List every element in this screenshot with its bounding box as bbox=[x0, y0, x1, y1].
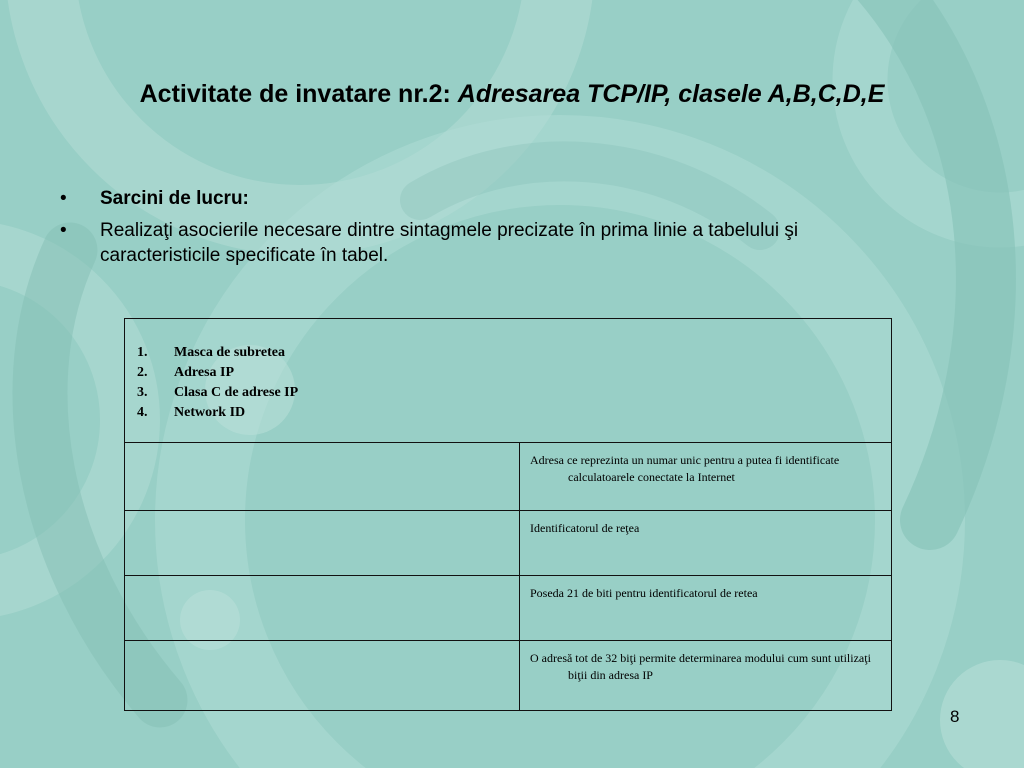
term-number: 2. bbox=[137, 365, 148, 380]
description-text: Identificatorul de reţea bbox=[530, 521, 640, 536]
description-cell bbox=[520, 641, 892, 711]
bullet-marker: • bbox=[60, 188, 67, 209]
term-number: 4. bbox=[137, 405, 148, 420]
bullet-marker: • bbox=[60, 220, 67, 241]
list-item bbox=[137, 383, 891, 403]
title-main: Adresarea TCP/IP, clasele A,B,C,D,E bbox=[457, 80, 885, 108]
term-number: 1. bbox=[137, 345, 148, 360]
bullet-item bbox=[60, 218, 860, 268]
slide-title bbox=[40, 80, 984, 109]
association-table bbox=[124, 318, 892, 711]
list-item bbox=[137, 343, 891, 363]
term-label: Clasa C de adrese IP bbox=[174, 385, 299, 400]
answer-cell[interactable] bbox=[125, 442, 520, 511]
answer-cell[interactable] bbox=[125, 576, 520, 641]
term-label: Network ID bbox=[174, 405, 246, 420]
list-item bbox=[137, 363, 891, 383]
table-row bbox=[125, 511, 892, 576]
description-cell bbox=[520, 442, 892, 511]
terms-cell bbox=[125, 319, 892, 443]
description-cell bbox=[520, 511, 892, 576]
list-item bbox=[137, 403, 891, 423]
table-row bbox=[125, 576, 892, 641]
description-text: Adresa ce reprezinta un numar unic pentru a putea fi identificate calculatoarele conectate la Internet bbox=[530, 452, 840, 484]
table-header-row bbox=[125, 319, 892, 443]
table-row bbox=[125, 641, 892, 711]
title-colon: : bbox=[442, 80, 451, 108]
bullet-item bbox=[60, 186, 860, 211]
description-text: O adresă tot de 32 biţi permite determinarea modului cum sunt utilizaţi biţii din adresa IP bbox=[530, 651, 871, 683]
bullet-text: Realizaţi asocierile necesare dintre sintagmele precizate în prima linie a tabelului şi caracteristicile specificate în tabel. bbox=[100, 220, 799, 266]
description-cell bbox=[520, 576, 892, 641]
answer-cell[interactable] bbox=[125, 641, 520, 711]
title-prefix: Activitate de invatare nr.2 bbox=[139, 80, 443, 108]
bullet-list bbox=[60, 186, 860, 275]
term-label: Masca de subretea bbox=[174, 345, 285, 360]
description-text: Poseda 21 de biti pentru identificatorul de retea bbox=[530, 586, 758, 601]
terms-list bbox=[137, 343, 891, 423]
answer-cell[interactable] bbox=[125, 511, 520, 576]
page-number: 8 bbox=[950, 707, 960, 726]
bullet-text: Sarcini de lucru: bbox=[100, 188, 249, 209]
table-row bbox=[125, 442, 892, 511]
term-number: 3. bbox=[137, 385, 148, 400]
term-label: Adresa IP bbox=[174, 365, 235, 380]
